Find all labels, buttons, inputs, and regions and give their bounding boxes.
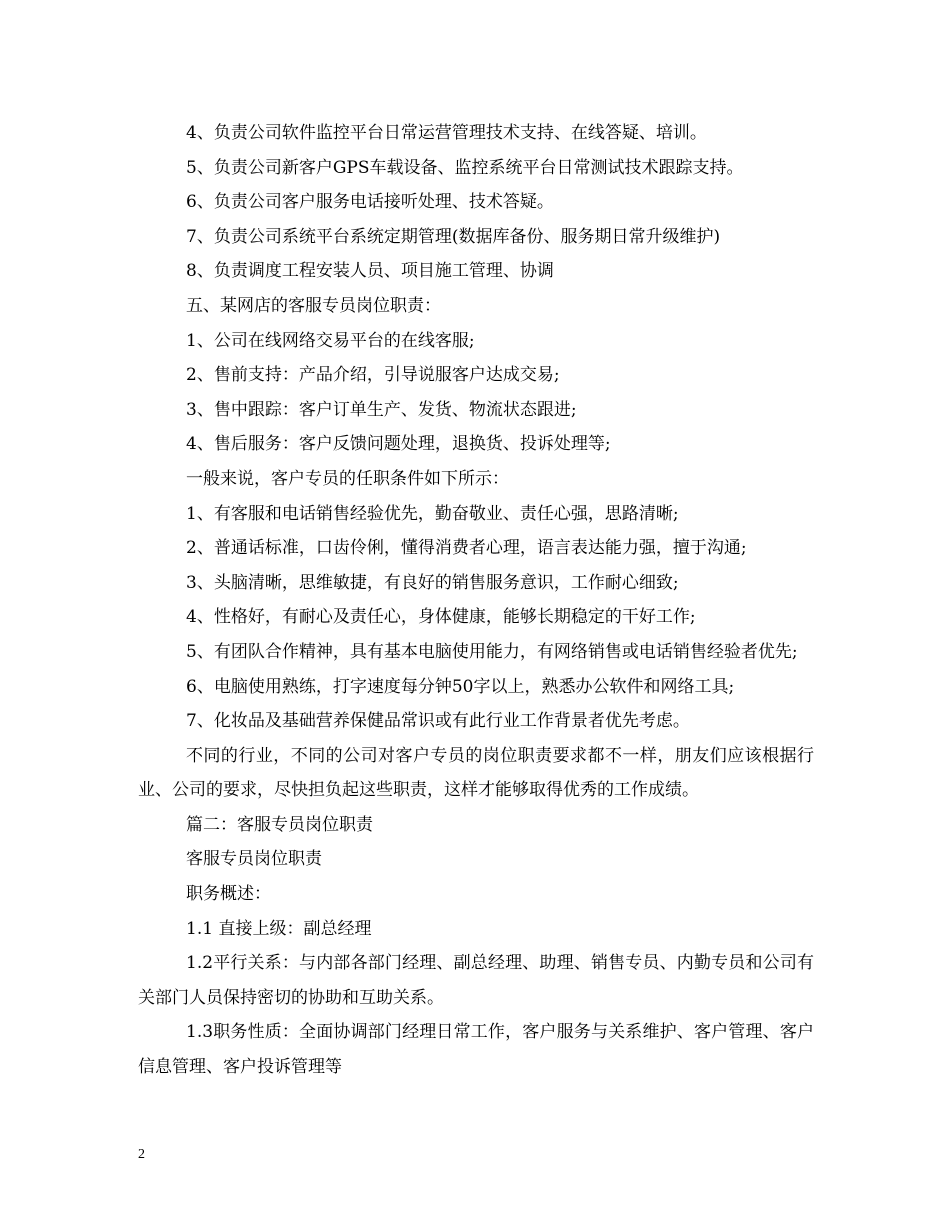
paragraph: 5、有团队合作精神，具有基本电脑使用能力，有网络销售或电话销售经验者优先;: [186, 641, 798, 662]
paragraph: 6、负责公司客户服务电话接听处理、技术答疑。: [186, 192, 554, 213]
paragraph: 职务概述：: [186, 884, 271, 905]
paragraph: 1.1 直接上级：副总经理: [186, 918, 372, 939]
paragraph: 3、头脑清晰，思维敏捷，有良好的销售服务意识，工作耐心细致;: [186, 572, 679, 593]
paragraph: 1、有客服和电话销售经验优先，勤奋敬业、责任心强，思路清晰;: [186, 503, 679, 524]
paragraph: 一般来说，客户专员的任职条件如下所示：: [186, 468, 509, 489]
paragraph: 3、售中跟踪：客户订单生产、发货、物流状态跟进;: [186, 399, 577, 420]
paragraph: 4、售后服务：客户反馈问题处理，退换货、投诉处理等;: [186, 434, 611, 455]
page-number: 2: [138, 1147, 145, 1162]
paragraph: 4、负责公司软件监控平台日常运营管理技术支持、在线答疑、培训。: [186, 123, 707, 143]
paragraph: 2、普通话标准，口齿伶俐，懂得消费者心理，语言表达能力强，擅于沟通;: [186, 538, 747, 559]
section-heading: 五、某网店的客服专员岗位职责：: [186, 295, 441, 316]
document-body: [138, 116, 814, 1085]
paragraph: 7、负责公司系统平台系统定期管理(数据库备份、服务期日常升级维护): [186, 226, 721, 247]
paragraph: 不同的行业，不同的公司对客户专员的岗位职责要求都不一样，朋友们应该根据行业、公司的要求，尽快担负起这些职责，这样才能够取得优秀的工作成绩。: [138, 745, 814, 801]
paragraph: 1、公司在线网络交易平台的在线客服;: [186, 330, 475, 351]
paragraph: 8、负责调度工程安装人员、项目施工管理、协调: [186, 261, 554, 282]
section-heading: 篇二：客服专员岗位职责: [186, 814, 373, 835]
paragraph: 4、性格好，有耐心及责任心，身体健康，能够长期稳定的干好工作;: [186, 607, 696, 628]
paragraph: 2、售前支持：产品介绍，引导说服客户达成交易;: [186, 365, 560, 386]
paragraph: 7、化妆品及基础营养保健品常识或有此行业工作背景者优先考虑。: [186, 711, 690, 732]
paragraph: 1.2平行关系：与内部各部门经理、副总经理、助理、销售专员、内勤专员和公司有关部门人员保持密切的协助和互助关系。: [138, 953, 814, 1008]
paragraph: 1.3职务性质：全面协调部门经理日常工作，客户服务与关系维护、客户管理、客户信息管理、客户投诉管理等: [138, 1022, 814, 1078]
document-title: 客服专员岗位职责: [186, 849, 322, 870]
paragraph: 6、电脑使用熟练，打字速度每分钟50字以上，熟悉办公软件和网络工具;: [186, 676, 735, 697]
paragraph: 5、负责公司新客户GPS车载设备、监控系统平台日常测试技术跟踪支持。: [186, 157, 744, 178]
